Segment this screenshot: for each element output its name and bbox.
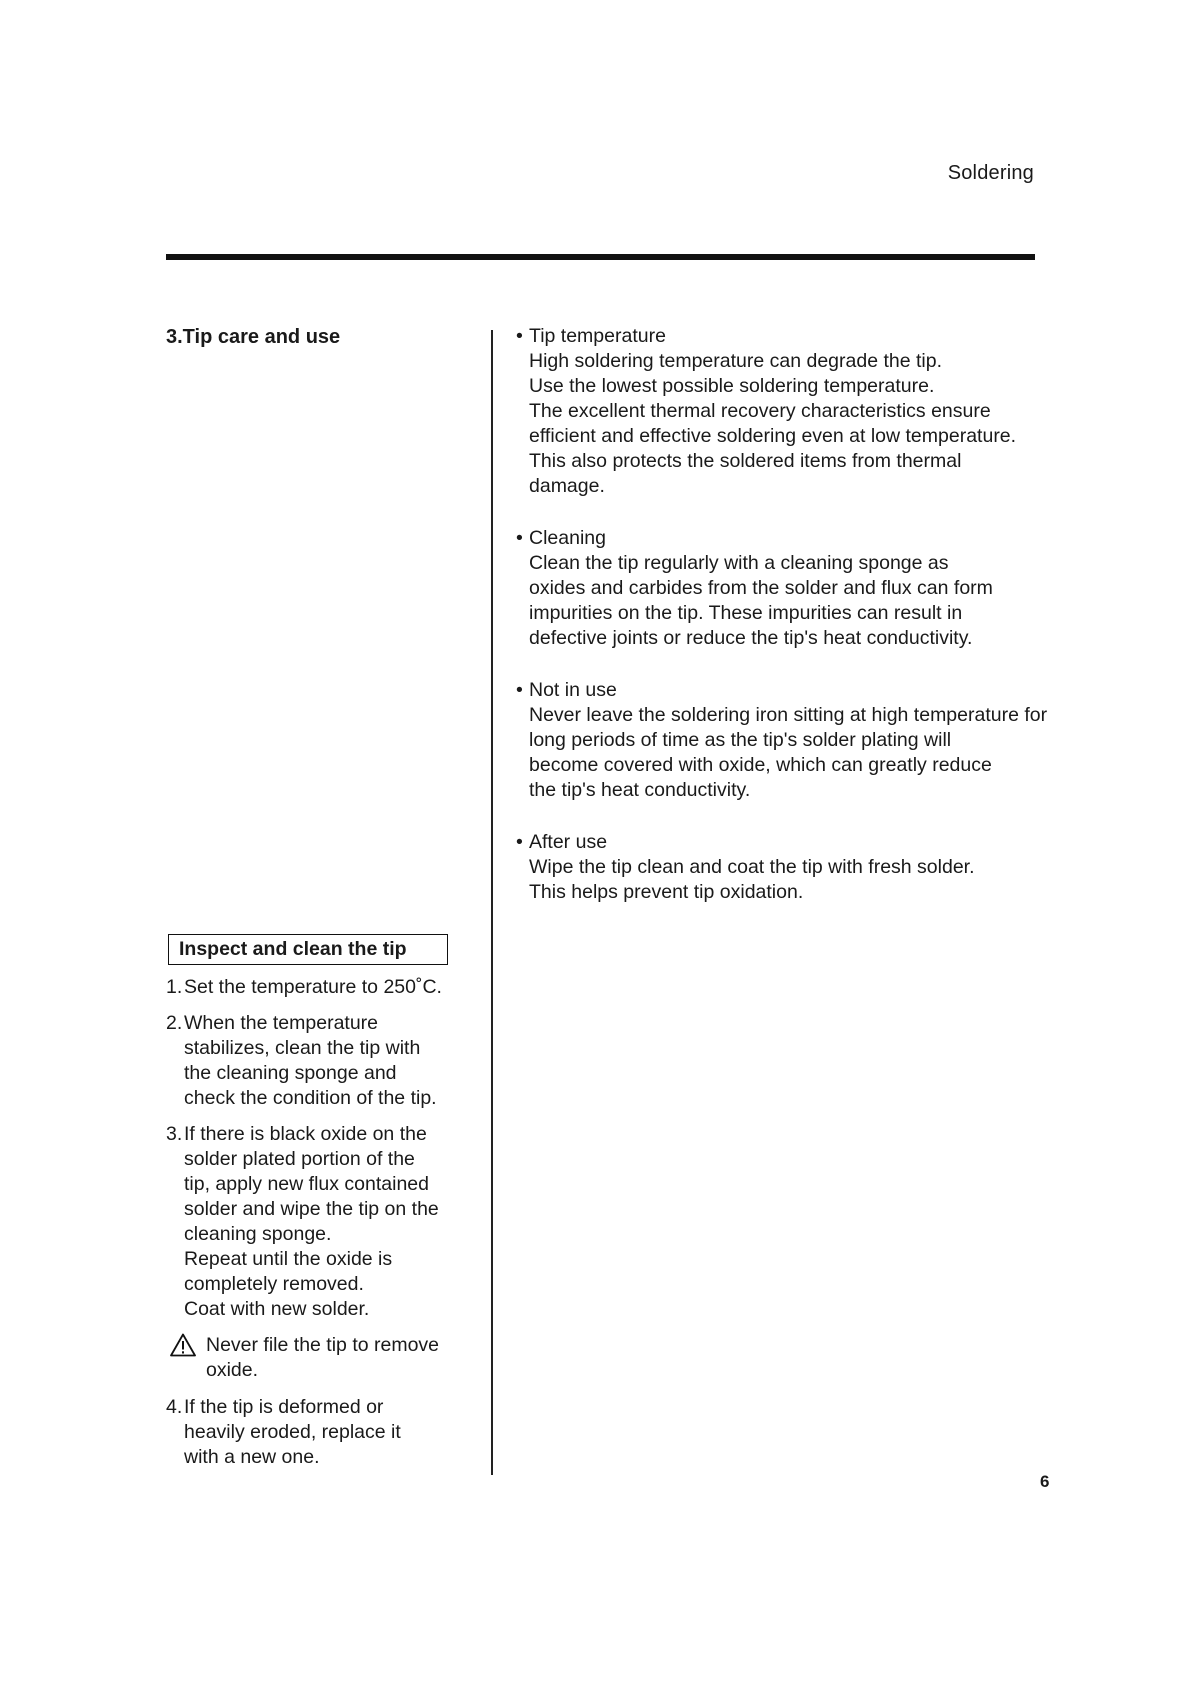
step-text: If the tip is deformed or heavily eroded, replace it with a new one.	[184, 1396, 401, 1468]
topic-title-row	[516, 830, 1096, 855]
left-column	[166, 934, 466, 1481]
section-title: 3.Tip care and use	[166, 326, 341, 348]
topic-body: Wipe the tip clean and coat the tip with fresh solder. This helps prevent tip oxidation.	[529, 856, 975, 903]
step-text: When the temperature stabilizes, clean the tip with the cleaning sponge and check the condition of the tip.	[184, 1012, 437, 1109]
inspect-heading-box: Inspect and clean the tip	[168, 934, 448, 965]
warning-text: Never file the tip to remove oxide.	[206, 1334, 440, 1381]
step-number: 1.	[166, 976, 183, 998]
topic-tip-temperature	[516, 324, 1096, 499]
topic-cleaning	[516, 526, 1096, 651]
topic-title: After use	[529, 831, 608, 853]
topic-body: Clean the tip regularly with a cleaning sponge as oxides and carbides from the solder and flux can form impurities on the tip. These impurities can result in defective joints or reduce the tip's heat conductivity.	[529, 552, 993, 649]
topic-title-row	[516, 678, 1096, 703]
topic-title: Not in use	[529, 679, 617, 701]
step-2	[166, 1011, 466, 1111]
topic-not-in-use	[516, 678, 1096, 803]
warning-note	[166, 1333, 466, 1383]
bullet-icon: •	[516, 831, 523, 853]
right-column	[516, 324, 1096, 932]
page-number: 6	[1040, 1472, 1050, 1491]
step-4	[166, 1395, 466, 1470]
topic-title: Cleaning	[529, 527, 606, 549]
topic-title-row	[516, 324, 1096, 349]
topic-body: High soldering temperature can degrade the tip. Use the lowest possible soldering temperature. The excellent thermal recovery characteristics ensure efficient and effective soldering even at low temperature. This also protects the soldered items from thermal damage.	[529, 350, 1017, 497]
step-text: If there is black oxide on the solder plated portion of the tip, apply new flux contained solder and wipe the tip on the cleaning sponge. Repeat until the oxide is completely removed. Coat with new solder.	[184, 1123, 439, 1320]
step-1	[166, 975, 466, 1000]
step-number: 3.	[166, 1123, 183, 1145]
bullet-icon: •	[516, 527, 523, 549]
topic-title-row	[516, 526, 1096, 551]
bullet-icon: •	[516, 679, 523, 701]
step-text: Set the temperature to 250˚C.	[184, 976, 442, 998]
topic-after-use	[516, 830, 1096, 905]
step-3	[166, 1122, 466, 1322]
topic-title: Tip temperature	[529, 325, 666, 347]
header-title: Soldering	[947, 162, 1034, 184]
bullet-icon: •	[516, 325, 523, 347]
step-number: 2.	[166, 1012, 183, 1034]
header-rule	[166, 254, 1035, 260]
warning-triangle-icon	[166, 1333, 206, 1364]
column-divider	[491, 330, 493, 1475]
step-number: 4.	[166, 1396, 183, 1418]
topic-body: Never leave the soldering iron sitting at high temperature for long periods of time as the tip's solder plating will become covered with oxide, which can greatly reduce the tip's heat conductivity.	[529, 704, 1048, 801]
